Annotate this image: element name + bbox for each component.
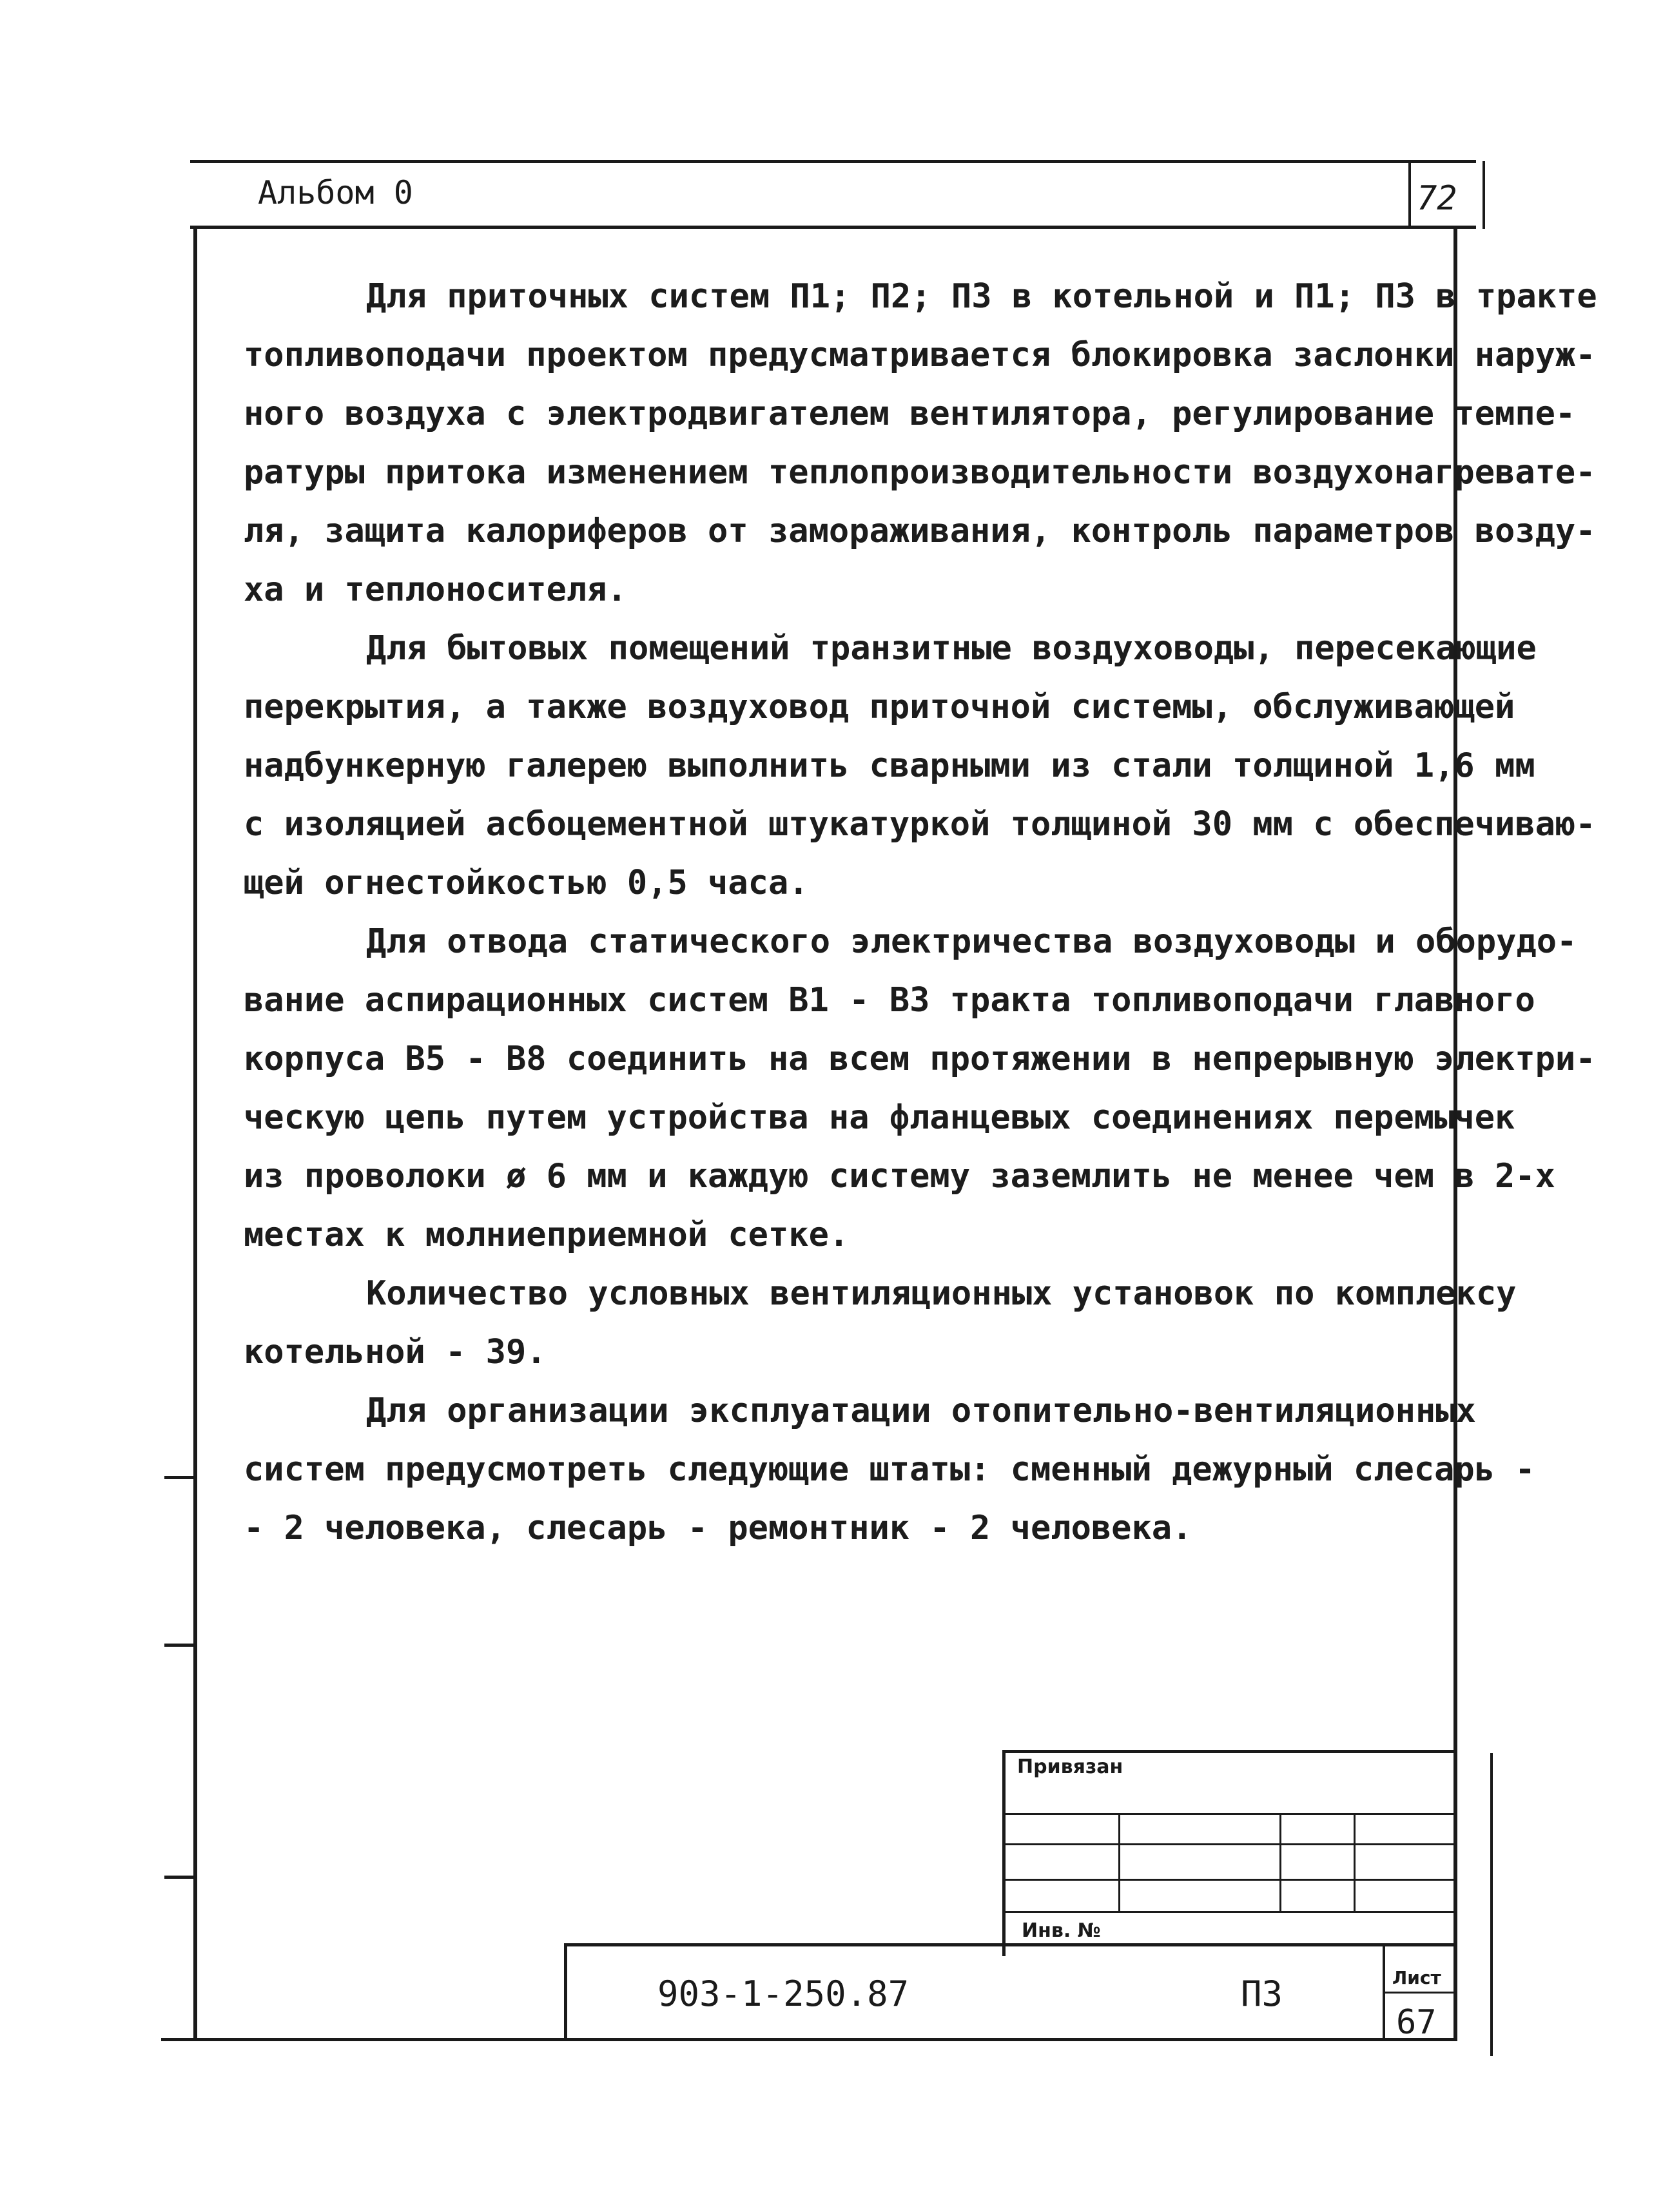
page-number-box-right bbox=[1482, 161, 1485, 229]
text-line: из проволоки ø 6 мм и каждую систему заземлить не менее чем в 2-х bbox=[244, 1157, 1555, 1196]
sheet-edge-right bbox=[1490, 1753, 1493, 2056]
text-line: ха и теплоносителя. bbox=[244, 570, 627, 609]
title-block-sheet-rule bbox=[1383, 1992, 1457, 1994]
text-line: Для организации эксплуатации отопительно-вентиляционных bbox=[366, 1392, 1476, 1430]
stamp-row-rule bbox=[1002, 1813, 1457, 1815]
text-line: щей огнестойкостью 0,5 часа. bbox=[244, 864, 809, 902]
text-line: Для бытовых помещений транзитные воздуховоды, пересекающие bbox=[366, 629, 1537, 668]
stamp-col-rule bbox=[1279, 1813, 1281, 1913]
title-block-left-rule bbox=[564, 1943, 567, 2040]
text-line: котельной - 39. bbox=[244, 1333, 547, 1372]
frame-left-border bbox=[193, 227, 197, 2041]
page-number-box-left bbox=[1408, 161, 1411, 229]
paragraph bbox=[244, 267, 1597, 619]
sheet-number: 67 bbox=[1396, 2003, 1437, 2042]
stamp-col-rule bbox=[1354, 1813, 1356, 1913]
text-line: ля, защита калориферов от замораживания, контроль параметров возду- bbox=[244, 512, 1596, 550]
text-line: Количество условных вентиляционных установок по комплексу bbox=[366, 1274, 1517, 1313]
page-number: 72 bbox=[1417, 179, 1457, 218]
frame-bottom-border bbox=[161, 2038, 1457, 2041]
stamp-col-rule bbox=[1118, 1813, 1120, 1913]
text-line: ного воздуха с электродвигателем вентилятора, регулирование темпе- bbox=[244, 394, 1576, 433]
text-line: топливоподачи проектом предусматривается блокировка заслонки наруж- bbox=[244, 336, 1596, 374]
text-line: надбункерную галерею выполнить сварными из стали толщиной 1,6 мм bbox=[244, 746, 1535, 785]
paragraph bbox=[244, 913, 1596, 1265]
sheet-label: Лист bbox=[1392, 1967, 1441, 1988]
document-code: 903-1-250.87 bbox=[657, 1974, 909, 2014]
margin-tick bbox=[164, 1876, 195, 1879]
text-line: перекрытия, а также воздуховод приточной системы, обслуживающей bbox=[244, 688, 1515, 726]
album-title: Альбом 0 bbox=[258, 174, 413, 211]
header-bottom-rule bbox=[190, 226, 1476, 229]
stamp-inventory-label: Инв. № bbox=[1022, 1919, 1101, 1942]
text-line: местах к молниеприемной сетке. bbox=[244, 1216, 850, 1254]
text-line: - 2 человека, слесарь - ремонтник - 2 человека. bbox=[244, 1509, 1192, 1547]
margin-tick bbox=[164, 1476, 195, 1479]
document-part: П3 bbox=[1241, 1974, 1283, 2014]
header-top-rule bbox=[190, 160, 1476, 163]
text-line: систем предусмотреть следующие штаты: сменный дежурный слесарь - bbox=[244, 1450, 1535, 1489]
paragraph bbox=[244, 619, 1596, 913]
stamp-top-rule bbox=[1002, 1750, 1457, 1753]
text-line: ческую цепь путем устройства на фланцевых соединениях перемычек bbox=[244, 1098, 1515, 1137]
stamp-left-rule bbox=[1002, 1750, 1006, 1956]
paragraph bbox=[244, 1382, 1535, 1558]
text-line: Для приточных систем П1; П2; П3 в котельной и П1; П3 в тракте bbox=[366, 277, 1597, 316]
stamp-privyazan-label: Привязан bbox=[1017, 1756, 1123, 1778]
text-line: с изоляцией асбоцементной штукатуркой толщиной 30 мм с обеспечиваю- bbox=[244, 805, 1596, 844]
text-line: вание аспирационных систем В1 - В3 тракта топливоподачи главного bbox=[244, 981, 1535, 1020]
text-line: ратуры притока изменением теплопроизводительности воздухонагревате- bbox=[244, 453, 1596, 492]
paragraph bbox=[244, 1265, 1517, 1382]
body-text bbox=[244, 267, 1597, 1558]
stamp-row-rule bbox=[1002, 1911, 1457, 1913]
title-block-top-rule bbox=[564, 1943, 1457, 1946]
stamp-row-rule bbox=[1002, 1843, 1457, 1845]
stamp-row-rule bbox=[1002, 1879, 1457, 1881]
text-line: корпуса В5 - В8 соединить на всем протяжении в непрерывную электри- bbox=[244, 1040, 1596, 1078]
text-line: Для отвода статического электричества воздуховоды и оборудо- bbox=[366, 922, 1577, 961]
margin-tick bbox=[164, 1644, 195, 1647]
